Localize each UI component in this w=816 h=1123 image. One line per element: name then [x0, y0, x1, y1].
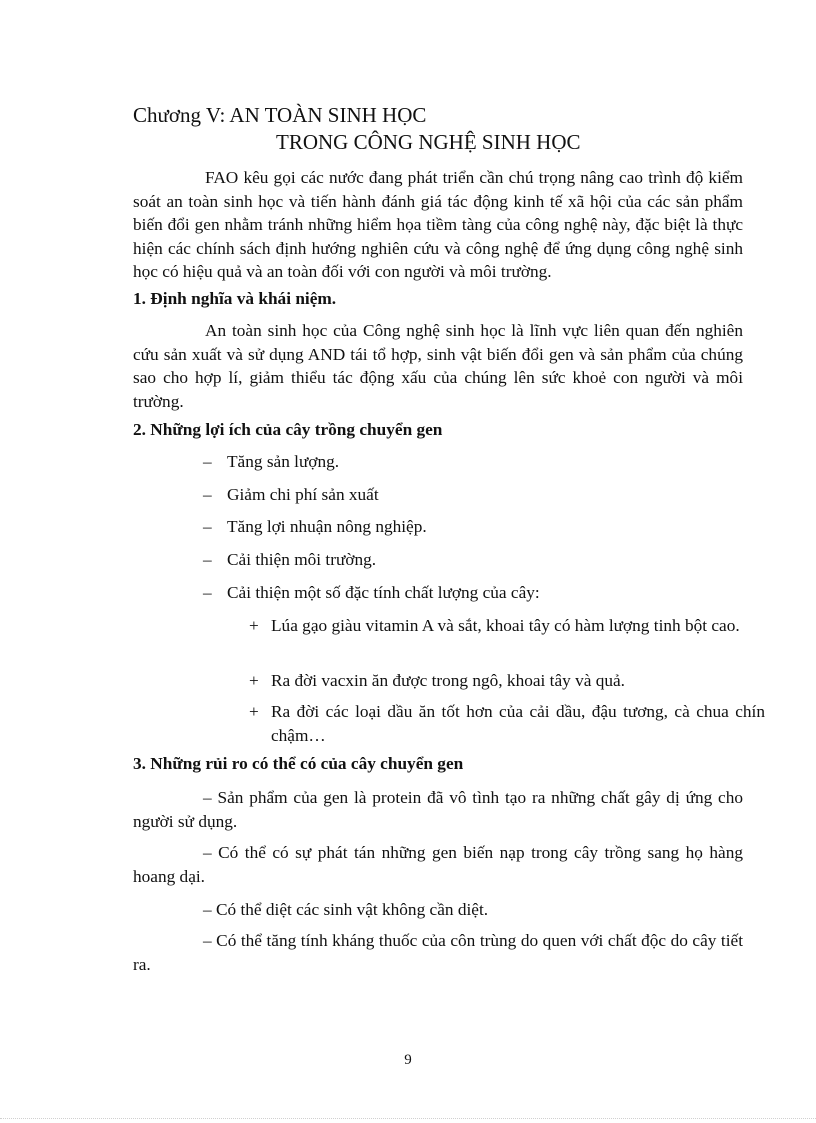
dash-marker: –: [203, 452, 212, 471]
benefit-subitem: [249, 614, 765, 638]
benefit-subitem-text: Lúa gạo giàu vitamin A và sắt, khoai tây có hàm lượng tinh bột cao.: [271, 616, 740, 635]
benefit-item: [203, 583, 540, 603]
benefit-item-text: Giảm chi phí sản xuất: [227, 485, 379, 504]
section-heading-risks: 3. Những rủi ro có thể có của cây chuyển gen: [133, 754, 464, 773]
dash-marker: –: [203, 788, 212, 807]
definition-paragraph: An toàn sinh học của Công nghệ sinh học là lĩnh vực liên quan đến nghiên cứu sản xuất và sử dụng AND tái tổ hợp, sinh vật biến đổi gen và sản phẩm của chúng sao cho hợp lí, giảm thiểu tác động xấu của chúng lên sức khoẻ con người và môi trường.: [133, 321, 743, 411]
benefit-item-text: Tăng lợi nhuận nông nghiệp.: [227, 517, 427, 536]
dash-marker: –: [203, 485, 212, 504]
benefit-item-text: Tăng sản lượng.: [227, 452, 340, 471]
benefit-item: [203, 452, 339, 472]
benefit-subitem: [249, 669, 765, 693]
risk-item-text: Sản phẩm của gen là protein đã vô tình tạo ra những chất gây dị ứng cho người sử dụng.: [133, 788, 743, 831]
plus-marker: +: [249, 671, 259, 690]
intro-paragraph: FAO kêu gọi các nước đang phát triển cần chú trọng nâng cao trình độ kiểm soát an toàn sinh học và tiến hành đánh giá tác động kinh tế xã hội của các sản phẩm biến đổi gen nhằm tránh những hiểm họa tiềm tàng của công nghệ này, đặc biệt là thực hiện các chính sách định hướng nghiên cứu và công nghệ để ứng dụng công nghệ sinh học có hiệu quả và an toàn đối với con người và môi trường.: [133, 168, 743, 281]
dash-marker: –: [203, 550, 212, 569]
benefit-subitem: [249, 700, 765, 747]
benefit-item-text: Cải thiện môi trường.: [227, 550, 377, 569]
risk-item: [133, 929, 743, 976]
section-heading-definition: 1. Định nghĩa và khái niệm.: [133, 289, 337, 308]
risk-item-text: Có thể diệt các sinh vật không cần diệt.: [215, 900, 489, 919]
section-heading-benefits: 2. Những lợi ích của cây trồng chuyển gen: [133, 420, 443, 439]
benefit-item-text: Cải thiện một số đặc tính chất lượng của cây:: [227, 583, 540, 602]
chapter-title-line2: TRONG CÔNG NGHỆ SINH HỌC: [276, 130, 581, 154]
dash-marker: –: [203, 843, 212, 862]
benefit-subitem-text: Ra đời các loại dầu ăn tốt hơn của cải dầu, đậu tương, cà chua chín chậm…: [271, 702, 765, 745]
plus-marker: +: [249, 616, 259, 635]
risk-item: [133, 841, 743, 888]
dash-marker: –: [203, 900, 212, 919]
page-bottom-divider: [0, 1118, 816, 1119]
benefit-item: [203, 485, 379, 505]
benefit-subitem-text: Ra đời vacxin ăn được trong ngô, khoai tây và quả.: [271, 671, 625, 690]
risk-item: [133, 786, 743, 833]
dash-marker: –: [203, 583, 212, 602]
risk-item: [133, 898, 743, 922]
chapter-title-line1: Chương V: AN TOÀN SINH HỌC: [133, 103, 427, 127]
benefit-item: [203, 517, 427, 537]
risk-item-text: Có thể có sự phát tán những gen biến nạp trong cây trồng sang họ hàng hoang dại.: [133, 843, 743, 886]
benefit-item: [203, 550, 376, 570]
dash-marker: –: [203, 931, 212, 950]
dash-marker: –: [203, 517, 212, 536]
plus-marker: +: [249, 702, 259, 721]
page-number: 9: [404, 1052, 412, 1068]
risk-item-text: Có thể tăng tính kháng thuốc của côn trùng do quen với chất độc do cây tiết ra.: [133, 931, 743, 974]
